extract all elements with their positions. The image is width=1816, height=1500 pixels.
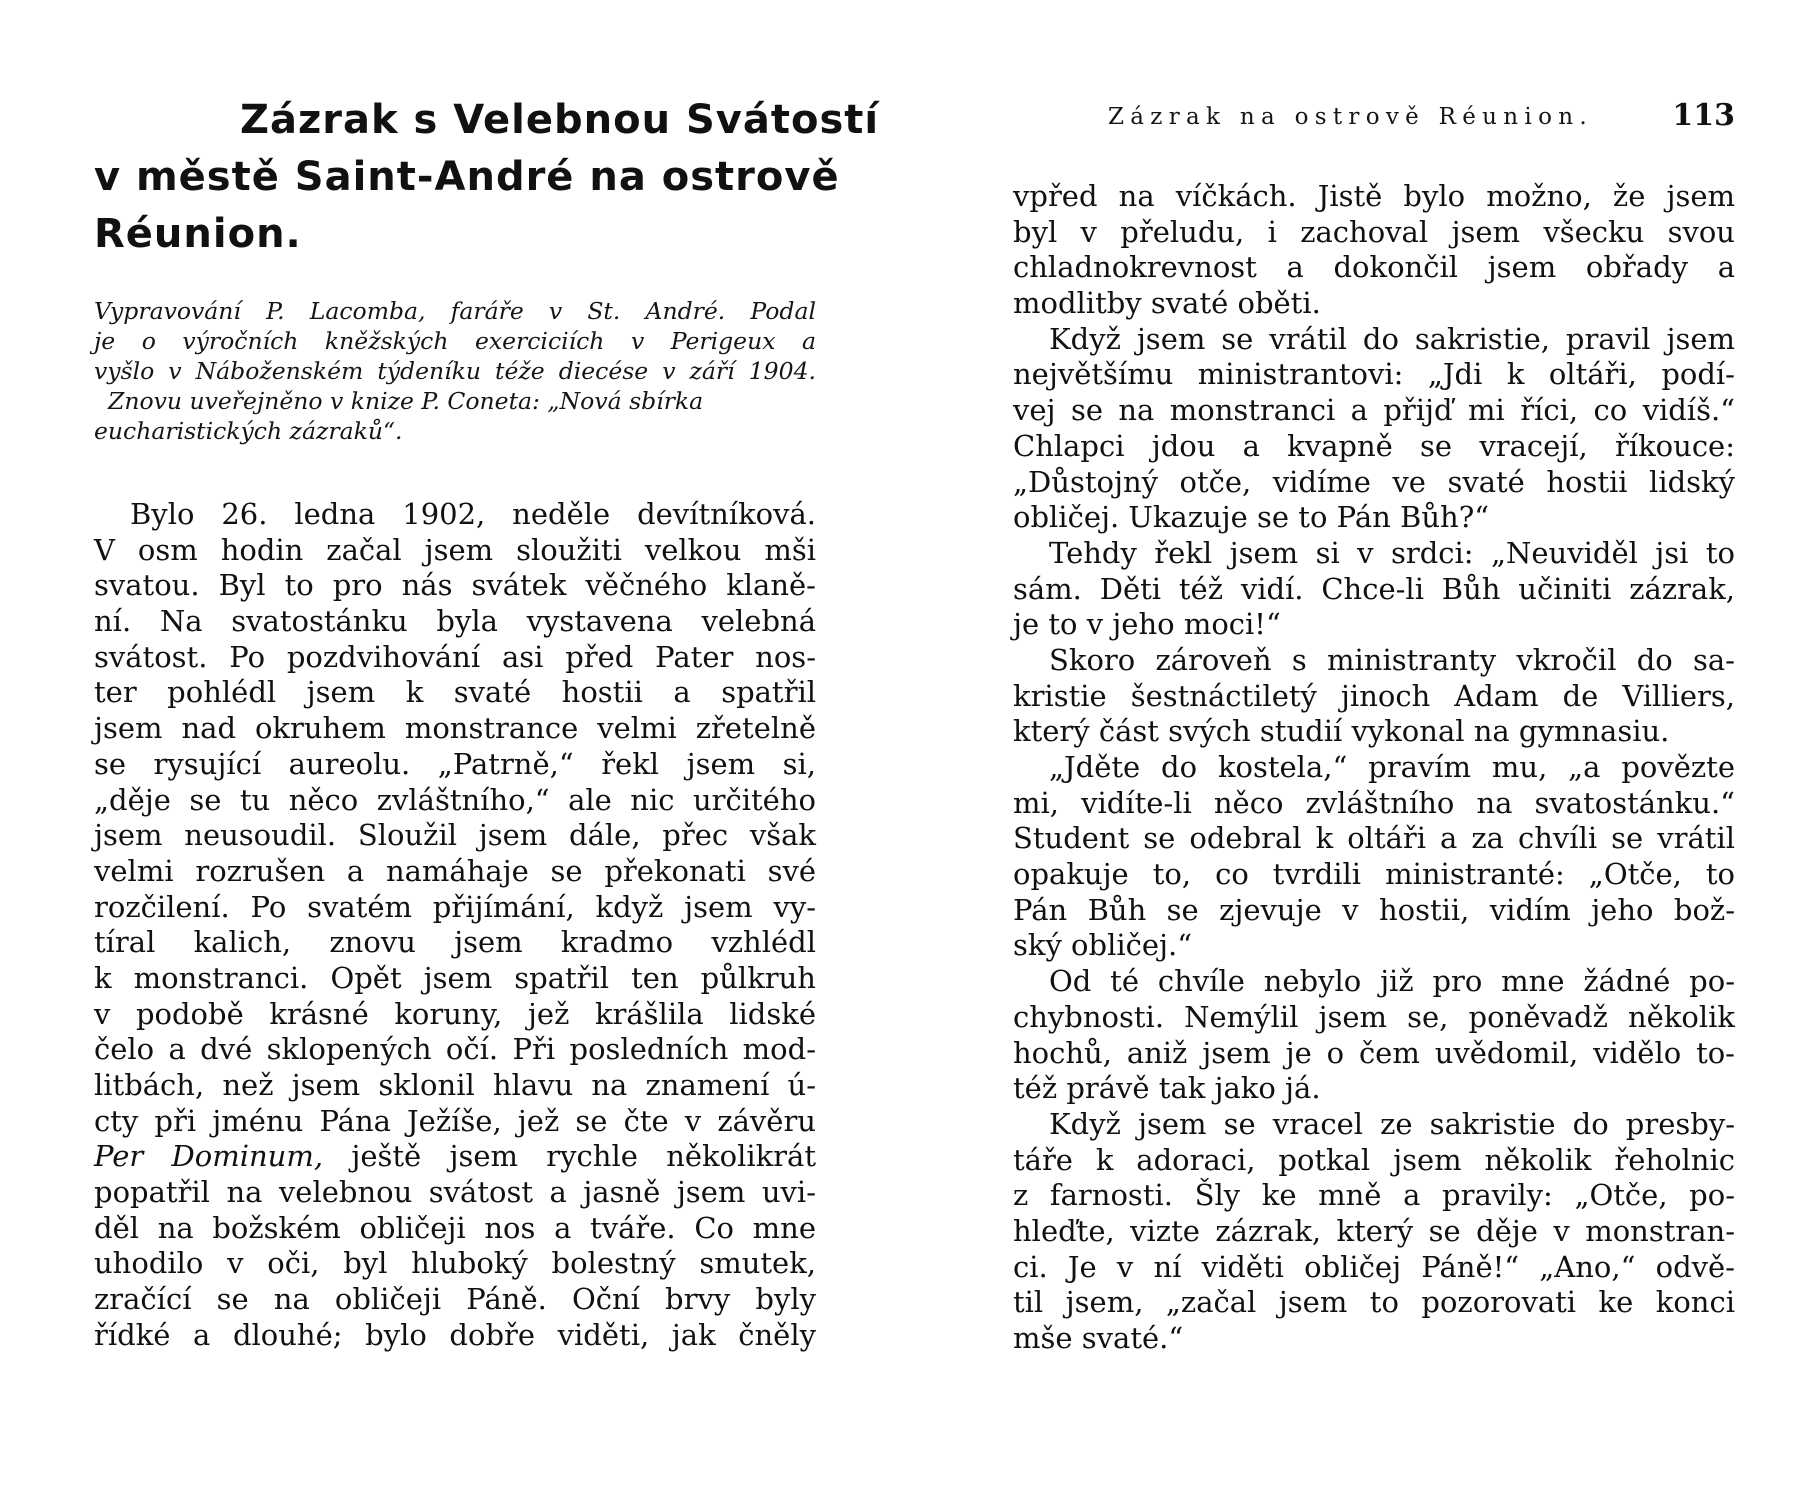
text-line: který část svých studií vykonal na gymnasiu. (1013, 714, 1670, 749)
source-note-line: vyšlo v Náboženském týdeníku téže diecése v září 1904. (94, 357, 816, 385)
text-line: chybnosti. Nemýlil jsem se, poněvadž několik (1013, 999, 1735, 1034)
text-line: Tehdy řekl jsem si v srdci: „Neuviděl jsi to (1049, 535, 1735, 570)
text-line: til jsem, „začal jsem to pozorovati ke konci (1013, 1285, 1735, 1320)
text-line: uhodilo v oči, byl hluboký bolestný smutek, (94, 1246, 816, 1281)
text-line: cty při jménu Pána Ježíše, jež se čte v závěru (94, 1103, 816, 1138)
text-line: modlitby svaté oběti. (1013, 286, 1321, 321)
text-line: jsem neusoudil. Sloužil jsem dále, přec však (94, 818, 816, 853)
text-line: opakuje to, co tvrdili ministranté: „Otče, to (1013, 857, 1735, 892)
text-line: hochů, aniž jsem je o čem uvědomil, vidělo to- (1013, 1035, 1735, 1070)
text-line: ter pohlédl jsem k svaté hostii a spatřil (94, 675, 816, 710)
text-line: čelo a dvé sklopených očí. Při posledních mod- (94, 1032, 816, 1067)
text-line: děl na božském obličeji nos a tváře. Co mne (94, 1210, 816, 1245)
text-line: velmi rozrušen a namáhaje se překonati své (94, 853, 816, 888)
text-line: mše svaté.“ (1013, 1321, 1184, 1355)
text-line: byl v přeludu, i zachoval jsem všecku svou (1013, 214, 1735, 249)
text-line: Chlapci jdou a kvapně se vracejí, říkouce: (1013, 428, 1735, 463)
text-line: vej se na monstranci a přijď mi říci, co vidíš.“ (1013, 393, 1735, 428)
text-line: litbách, než jsem sklonil hlavu na znamení ú- (94, 1068, 816, 1102)
text-line: Pán Bůh se zjevuje v hostii, vidím jeho bož- (1013, 892, 1735, 927)
source-note-line: Znovu uveřejněno v knize P. Coneta: „Nová sbírka (108, 387, 704, 415)
text-line: největšímu ministrantovi: „Jdi k oltáři, podí- (1013, 357, 1735, 392)
source-note (94, 296, 816, 446)
text-line: ní. Na svatostánku byla vystavena velebná (94, 604, 816, 639)
text-line: v podobě krásné koruny, jež krášlila lidské (94, 996, 816, 1031)
page-number: 113 (1672, 98, 1735, 133)
text-line: obličej. Ukazuje se to Pán Bůh?“ (1013, 500, 1490, 535)
text-line: řídké a dlouhé; bylo dobře viděti, jak čněly (94, 1317, 816, 1352)
running-head (1108, 98, 1735, 138)
source-note-line: je o výročních kněžských exerciciích v Perigeux a (94, 327, 816, 355)
chapter-title (94, 92, 880, 263)
text-line: V osm hodin začal jsem sloužiti velkou mši (94, 532, 816, 567)
text-line: hleďte, vizte zázrak, který se děje v monstran- (1013, 1213, 1735, 1248)
text-line: zračící se na obličeji Páně. Oční brvy byly (94, 1282, 816, 1317)
text-line: se rysující aureolu. „Patrně,“ řekl jsem si, (94, 746, 816, 781)
chapter-title-line: Zázrak s Velebnou Svátostí (240, 97, 880, 143)
text-line: též právě tak jako já. (1013, 1071, 1321, 1106)
text-line: Student se odebral k oltáři a za chvíli se vrátil (1013, 821, 1735, 856)
text-line: Od té chvíle nebylo již pro mne žádné po- (1049, 964, 1735, 999)
text-line: vpřed na víčkách. Jistě bylo možno, že jsem (1013, 179, 1735, 213)
right-body-text (1013, 179, 1735, 1357)
text-line: táře k adoraci, potkal jsem několik řeholnic (1013, 1142, 1735, 1177)
text-line (94, 1139, 816, 1175)
text-line: Skoro zároveň s ministranty vkročil do sa- (1049, 642, 1735, 677)
text-line: z farnosti. Šly ke mně a pravily: „Otče, po- (1013, 1178, 1735, 1213)
text-line: k monstranci. Opět jsem spatřil ten půlkruh (94, 960, 816, 995)
text-line: popatřil na velebnou svátost a jasně jsem uvi- (94, 1175, 816, 1210)
text-line: „Důstojný otče, vidíme ve svaté hostii lidský (1013, 464, 1735, 499)
text-line-rest: ještě jsem rychle několikrát (351, 1139, 816, 1174)
text-line: rozčilení. Po svatém přijímání, když jsem vy- (94, 889, 816, 924)
italic-phrase: Per Dominum, (94, 1139, 324, 1174)
source-note-line: Vypravování P. Lacomba, faráře v St. André. Podal (94, 297, 816, 325)
text-line: ský obličej.“ (1013, 928, 1193, 963)
text-line: jsem nad okruhem monstrance velmi zřetelně (94, 711, 816, 746)
text-line: svátost. Po pozdvihování asi před Pater nos- (94, 639, 816, 674)
text-line: Bylo 26. ledna 1902, neděle devítníková. (130, 497, 816, 531)
text-line: sám. Děti též vidí. Chce-li Bůh učiniti zázrak, (1013, 571, 1735, 606)
text-line: Když jsem se vracel ze sakristie do presby- (1049, 1106, 1735, 1141)
text-line: je to v jeho moci!“ (1013, 607, 1281, 642)
source-note-line: eucharistických zázraků“. (94, 417, 403, 445)
chapter-title-line: v městě Saint-André na ostrově (94, 154, 840, 200)
text-line: kristie šestnáctiletý jinoch Adam de Villiers, (1013, 678, 1735, 713)
left-body-text (94, 497, 816, 1354)
chapter-title-line: Réunion. (94, 211, 302, 257)
text-line: „Jděte do kostela,“ pravím mu, „a povězte (1049, 750, 1735, 784)
text-line: ci. Je v ní viděti obličej Páně!“ „Ano,“ odvě- (1013, 1249, 1735, 1284)
running-title: Zázrak na ostrově Réunion. (1108, 104, 1593, 130)
text-line: mi, vidíte-li něco zvláštního na svatostánku.“ (1013, 785, 1735, 820)
text-line: tíral kalich, znovu jsem kradmo vzhlédl (94, 925, 816, 960)
text-line: Když jsem se vrátil do sakristie, pravil jsem (1049, 321, 1735, 356)
text-line: chladnokrevnost a dokončil jsem obřady a (1013, 250, 1735, 285)
text-line: svatou. Byl to pro nás svátek věčného klaně- (94, 568, 816, 603)
text-line: „děje se tu něco zvláštního,“ ale nic určitého (94, 782, 816, 817)
